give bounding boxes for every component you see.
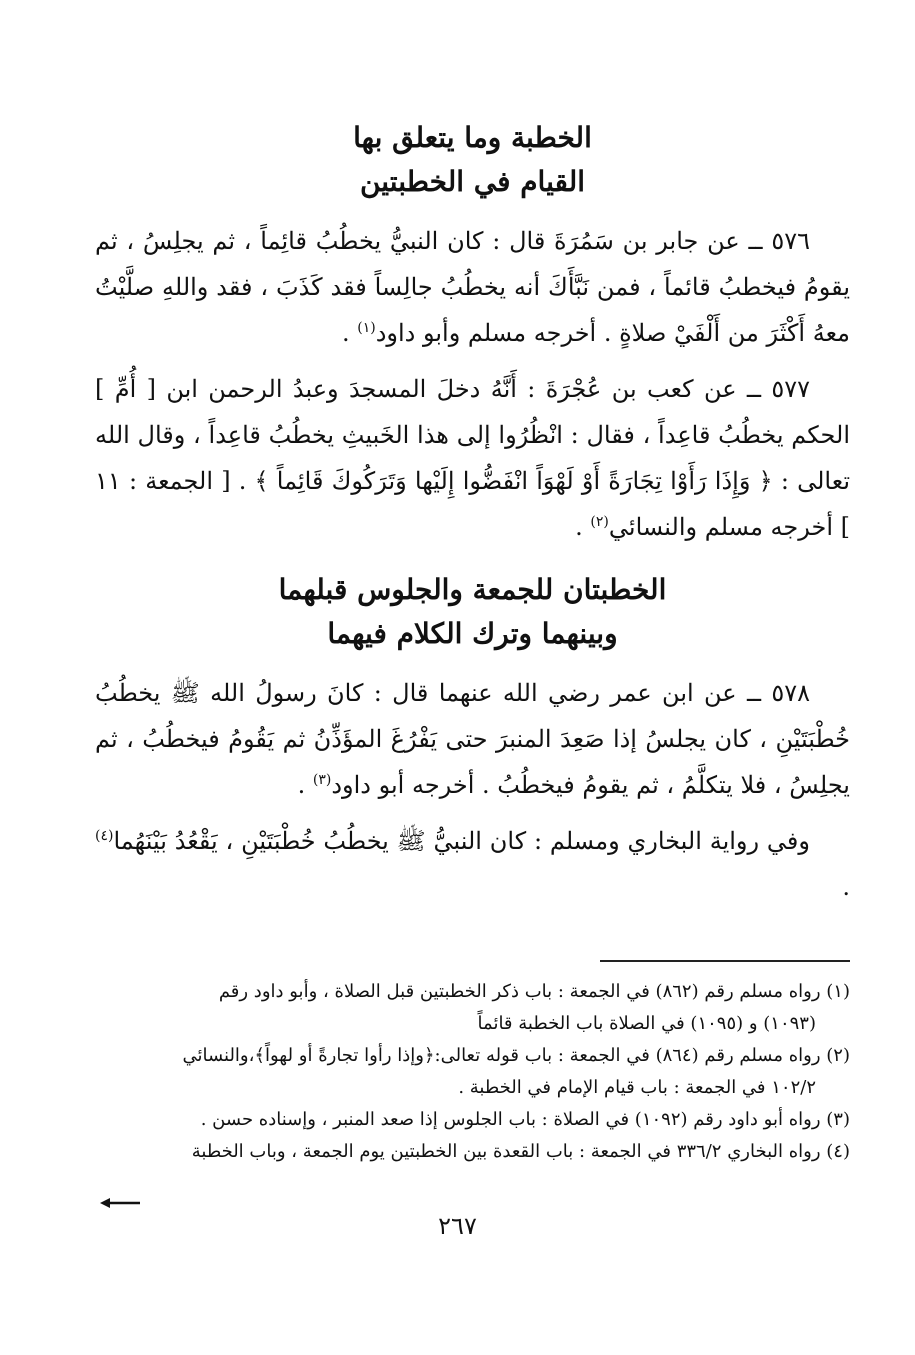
footnote-3 — [95, 1104, 850, 1136]
hadith-text: عن ابن عمر رضي الله عنهما قال : كانَ رسولُ الله ﷺ يخطُبُ خُطْبَتَيْنِ ، كان يجلسُ إذا صَعِدَ المنبرَ حتى يَفْرُغَ المؤَذِّنُ ثم يَقُومُ فيخطُبُ ، ثم يجلِسُ ، فلا يتكلَّمُ ، ثم يقومُ فيخطُبُ . أخرجه أبو داود — [95, 679, 850, 799]
narration-text: وفي رواية البخاري ومسلم : كان النبيُّ ﷺ يخطُبُ خُطْبَتَيْنِ ، يَقْعُدُ بَيْنَهُما — [113, 827, 810, 855]
arrow-left-icon — [100, 1198, 140, 1208]
footnote-separator — [600, 960, 850, 962]
footnote-ref: (١) — [357, 320, 376, 336]
section-title-line-2: وبينهما وترك الكلام فيهما — [327, 617, 618, 650]
hadith-text: عن جابر بن سَمُرَةَ قال : كان النبيُّ يخطُبُ قائِماً ، ثم يجلِسُ ، ثم يقومُ فيخطبُ قائماً ، فمن نَبَّأَكَ أنه يخطُبُ جالِساً فقد كَذَبَ ، فقد واللهِ صلَّيْتُ معهُ أَكْثَرَ من أَلْفَيْ صلاةٍ . أخرجه مسلم وأبو داود — [95, 227, 850, 347]
hadith-576 — [95, 218, 850, 356]
footnote-marker: (١) — [826, 981, 850, 1002]
hadith-text: عن كعب بن عُجْرَةَ : أَنَّهُ دخلَ المسجدَ وعبدُ الرحمن ابن [ أُمِّ ] الحكم يخطُبُ قاعِداً ، فقال : انْظُرُوا إلى هذا الخَبيثِ يخطُبُ قاعِداً ، وقال الله تعالى : ﴿ وَإِذَا رَأَوْا تِجَارَةً أَوْ لَهْوَاً انْفَضُّوا إِلَيْها وَتَرَكُوكَ قَائِماً ﴾ . [ الجمعة : ١١ ] أخرجه مسلم والنسائي — [95, 375, 850, 541]
footnote-4 — [95, 1136, 850, 1168]
footnote-ref: (٢) — [590, 514, 609, 530]
footnote-marker: (٤) — [826, 1141, 850, 1162]
section-khutba — [95, 116, 850, 204]
footnote-text: رواه مسلم رقم (٨٦٢) في الجمعة : باب ذكر الخطبتين قبل الصلاة ، وأبو داود رقم — [218, 981, 821, 1002]
hadith-end: . — [575, 513, 591, 541]
hadith-577 — [95, 366, 850, 550]
footnote-text: رواه مسلم رقم (٨٦٤) في الجمعة : باب قوله تعالى:﴿وإذا رأوا تجارةً أو لهواً﴾،والنسائي — [182, 1045, 821, 1066]
footnote-1 — [95, 976, 850, 1008]
hadith-number: ٥٧٧ ــ — [746, 375, 810, 403]
hadith-number: ٥٧٨ ــ — [746, 679, 811, 707]
footnote-marker: (٣) — [826, 1109, 850, 1130]
hadith-end: . — [341, 319, 358, 347]
section-two-khutbas — [95, 568, 850, 656]
narration-end: . — [842, 873, 850, 901]
footnotes — [95, 976, 850, 1168]
footnote-ref: (٤) — [95, 828, 114, 844]
footnote-marker: (٢) — [826, 1045, 850, 1066]
page-number: ٢٦٧ — [438, 1212, 477, 1240]
bukhari-narration — [95, 818, 850, 910]
hadith-end: . — [297, 771, 313, 799]
section-subtitle: القيام في الخطبتين — [359, 165, 586, 198]
section-title-line-1: الخطبتان للجمعة والجلوس قبلهما — [278, 573, 667, 606]
footnote-1-continued: (١٠٩٣) و (١٠٩٥) في الصلاة باب الخطبة قائماً — [477, 1013, 816, 1034]
footnote-2-continued: ١٠٢/٢ في الجمعة : باب قيام الإمام في الخطبة . — [458, 1077, 816, 1098]
footnote-text: رواه البخاري ٣٣٦/٢ في الجمعة : باب القعدة بين الخطبتين يوم الجمعة ، وباب الخطبة — [191, 1141, 821, 1162]
footnote-ref: (٣) — [312, 772, 332, 788]
hadith-578 — [95, 670, 850, 808]
footnote-2 — [95, 1040, 850, 1072]
hadith-number: ٥٧٦ ــ — [748, 227, 810, 255]
book-page — [95, 110, 850, 1168]
footnote-text: رواه أبو داود رقم (١٠٩٢) في الصلاة : باب الجلوس إذا صعد المنبر ، وإسناده حسن . — [200, 1109, 821, 1130]
section-title: الخطبة وما يتعلق بها — [353, 121, 592, 154]
